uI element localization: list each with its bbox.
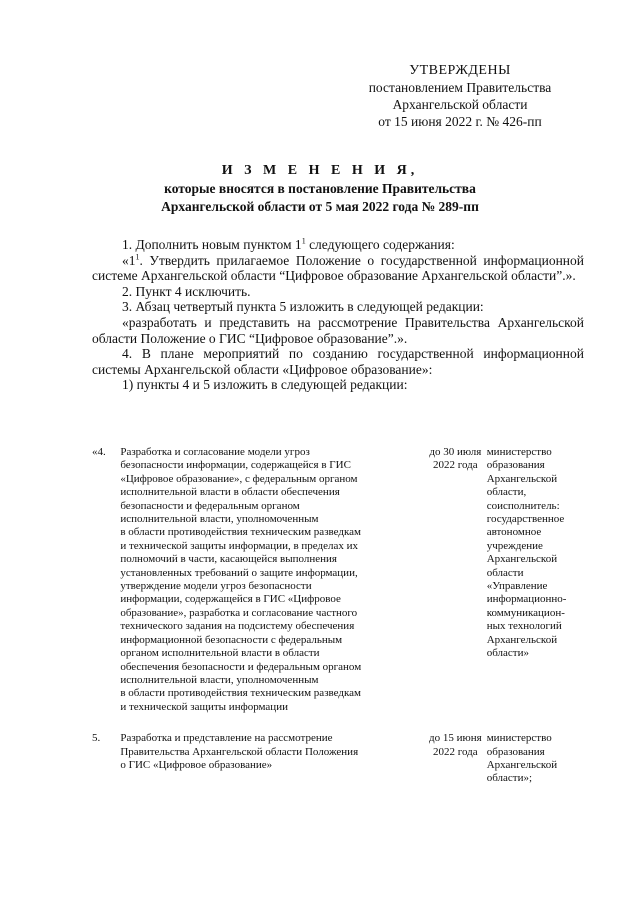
row-deadline [424,732,487,786]
row-description [120,446,424,714]
responsible-line: Архангельской [486,633,558,646]
description-line: исполнительной власти, уполномоченным [120,513,319,526]
description-line: «Цифровое образование», с федеральным органом [120,472,358,485]
row-number: 5. [92,732,101,745]
responsible-line: коммуникацион- [486,606,565,619]
description-line: о ГИС «Цифровое образование» [120,758,273,771]
paragraph-7: 1) пункты 4 и 5 изложить в следующей редакции: [122,377,408,393]
row-responsible [487,446,592,714]
responsible-line: соисполнитель: [486,499,560,512]
description-line: Правительства Архангельской области Положения [120,745,359,758]
document-title: И З М Е Н Е Н И Я, [221,163,419,178]
description-line: и технической защиты информации, в пределах их [120,539,359,552]
description-line: исполнительной власти, уполномоченным [120,673,319,686]
responsible-line: автономное [486,526,542,539]
paragraph-1 [92,237,584,253]
paragraph-6: 4. В плане мероприятий по созданию государственной информационной системы Архангельской области «Цифровое образование»: [92,346,584,377]
approval-line-3: Архангельской области [392,97,528,112]
description-line: и технической защиты информации [120,700,288,713]
responsible-line: Архангельской [486,758,558,771]
responsible-line: образования [486,745,545,758]
approval-line-2: постановлением Правительства [368,80,552,95]
description-line: полномочий в части, касающейся выполнения [120,553,337,566]
deadline-line: 2022 года [433,745,478,758]
responsible-line: образования [486,459,545,472]
responsible-line: Архангельской [486,553,558,566]
row-deadline [424,446,487,714]
paragraph-5: «разработать и представить на рассмотрение Правительства Архангельской области Положение о ГИС “Цифровое образование”.». [92,314,584,346]
responsible-line: области [486,566,524,579]
responsible-line: Архангельской [486,472,558,485]
responsible-line: министерство [486,446,552,458]
description-line: в области противодействия техническим разведкам [120,687,362,700]
description-line: обеспечения безопасности и федеральным органом [120,660,362,673]
responsible-line: учреждение [486,539,543,552]
responsible-line: информационно- [486,593,567,606]
responsible-line: «Управление [486,580,548,593]
approval-line-4: от 15 июня 2022 г. № 426-пп [378,114,542,129]
paragraph-1-superscript: 1 [301,236,306,246]
description-line: образование», разработка и согласование частного [120,606,358,619]
description-line: Разработка и представление на рассмотрение [120,732,333,745]
paragraph-2-text: «1 [122,252,136,268]
document-body [92,237,584,393]
row-responsible [487,732,592,786]
description-line: безопасности информации, содержащейся в ГИС [120,459,351,472]
description-line: органом исполнительной власти в области [120,647,320,660]
plan-table [92,446,592,786]
table-row [92,446,592,714]
responsible-line: ных технологий [486,620,562,633]
description-line: Разработка и согласование модели угроз [120,446,310,458]
description-line: информации, содержащейся в ГИС «Цифровое [120,593,341,606]
responsible-line: области»; [486,772,533,785]
paragraph-1-text-end: следующего содержания: [305,237,455,252]
responsible-line: области» [486,647,529,660]
responsible-line: области, [486,486,527,499]
row-description [120,732,424,786]
approval-heading: УТВЕРЖДЕНЫ [409,63,511,78]
deadline-line: 2022 года [433,459,478,472]
description-line: утверждение модели угроз безопасности [120,580,312,593]
document-subtitle-1: которые вносятся в постановление Правительства [164,181,476,196]
paragraph-4: 3. Абзац четвертый пункта 5 изложить в следующей редакции: [122,299,484,315]
responsible-line: государственное [486,513,565,526]
description-line: информационной безопасности с федеральным [120,633,343,646]
description-line: в области противодействия техническим разведкам [120,526,362,539]
table-row [92,732,592,786]
description-line: безопасности и федеральным органом [120,499,300,512]
deadline-line: до 15 июня [429,732,482,745]
paragraph-1-text: 1. Дополнить новым пунктом 1 [122,237,302,252]
document-subtitle-2: Архангельской области от 5 мая 2022 года № 289-пп [161,199,479,214]
paragraph-2 [92,253,584,284]
description-line: исполнительной власти в области обеспечения [120,486,340,499]
deadline-line: до 30 июля [429,446,482,458]
row-number: «4. [92,446,106,458]
approval-stamp [360,62,560,130]
paragraph-2-text-end: . Утвердить прилагаемое Положение о государственной информационной системе Архангельской области “Цифровое образование Архангельской области”.». [92,252,584,284]
description-line: установленных требований о защите информации, [120,566,358,579]
responsible-line: министерство [486,732,552,745]
description-line: технического задания на подсистему обеспечения [120,620,355,633]
paragraph-2-superscript: 1 [135,252,140,262]
row-spacer [92,714,592,732]
paragraph-3: 2. Пункт 4 исключить. [122,283,251,299]
